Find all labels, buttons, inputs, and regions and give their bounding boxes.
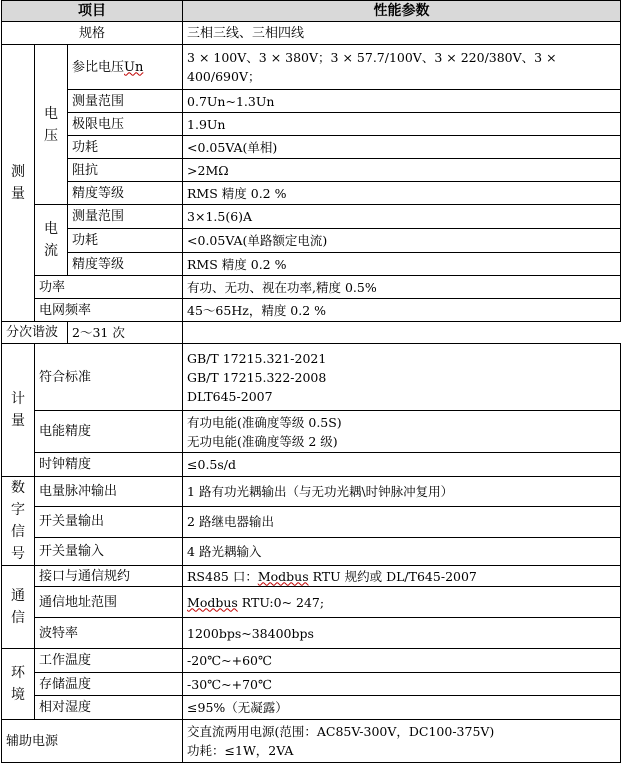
aux-power-label: 辅助电源 — [2, 720, 183, 763]
table-row — [2, 299, 621, 322]
impedance-value: >2MΩ — [183, 159, 621, 182]
header-item: 项目 — [2, 1, 183, 22]
pulse-output-label: 电量脉冲输出 — [35, 477, 183, 507]
table-row — [2, 696, 621, 720]
harmonic-value: 2～31 次 — [68, 322, 183, 344]
voltage-accuracy-value: RMS 精度 0.2 % — [183, 182, 621, 205]
spec-value: 三相三线、三相四线 — [183, 22, 621, 45]
store-temp-value: -30℃~+70℃ — [183, 673, 621, 696]
table-row — [2, 649, 621, 673]
clock-accuracy-label: 时钟精度 — [35, 453, 183, 477]
spec-table — [1, 0, 621, 763]
humidity-value: ≤95%（无凝露） — [183, 696, 621, 720]
table-row — [2, 507, 621, 537]
interface-value: RS485 口：Modbus RTU 规约或 DL/T645-2007 — [183, 566, 621, 587]
table-row — [2, 587, 621, 618]
aux-line-1: 交直流两用电源(范围：AC85V-300V，DC100-375V) — [187, 724, 495, 739]
switch-input-label: 开关量输入 — [35, 537, 183, 565]
measurement-category: 测量 — [2, 45, 35, 322]
env-category: 环境 — [2, 649, 35, 720]
clock-accuracy-value: ≤0.5s/d — [183, 453, 621, 477]
current-accuracy-label: 精度等级 — [68, 253, 183, 276]
current-range-value: 3×1.5(6)A — [183, 205, 621, 229]
table-row — [2, 673, 621, 696]
rated-voltage-label: 参比电压Un — [68, 45, 183, 90]
table-row — [2, 537, 621, 565]
header-row — [2, 1, 621, 22]
table-row — [2, 136, 621, 159]
table-row — [2, 45, 621, 90]
digital-category: 数字信号 — [2, 477, 35, 566]
standard-line-3: DLT645-2007 — [187, 388, 273, 404]
table-row — [2, 159, 621, 182]
work-temp-label: 工作温度 — [35, 649, 183, 673]
energy-accuracy-label: 电能精度 — [35, 411, 183, 453]
store-temp-label: 存储温度 — [35, 673, 183, 696]
frequency-value: 45～65Hz，精度 0.2 % — [183, 299, 621, 322]
aux-line-2: 功耗：≤1W，2VA — [187, 743, 294, 758]
voltage-power-value: <0.05VA(单相) — [183, 136, 621, 159]
table-row — [2, 90, 621, 113]
comm-category: 通信 — [2, 566, 35, 649]
table-row — [2, 566, 621, 587]
table-row — [2, 205, 621, 229]
baud-rate-value: 1200bps~38400bps — [183, 618, 621, 649]
table-row — [2, 113, 621, 136]
aux-power-value — [183, 720, 621, 763]
voltage-range-label: 测量范围 — [68, 90, 183, 113]
switch-output-value: 2 路继电器输出 — [183, 507, 621, 537]
standard-line-2: GB/T 17215.322-2008 — [187, 369, 327, 385]
energy-line-2: 无功电能(准确度等级 2 级) — [187, 433, 338, 449]
table-row — [2, 618, 621, 649]
energy-line-1: 有功电能(准确度等级 0.5S) — [187, 414, 342, 430]
table-row — [2, 720, 621, 763]
table-row — [2, 344, 621, 411]
baud-rate-label: 波特率 — [35, 618, 183, 649]
table-row — [2, 229, 621, 253]
limit-voltage-label: 极限电压 — [68, 113, 183, 136]
frequency-label: 电网频率 — [35, 299, 183, 322]
voltage-accuracy-label: 精度等级 — [68, 182, 183, 205]
standard-label: 符合标准 — [35, 344, 183, 411]
table-row — [2, 322, 621, 344]
spec-label: 规格 — [2, 22, 183, 45]
current-subcategory: 电流 — [35, 205, 68, 276]
header-performance: 性能参数 — [183, 1, 621, 22]
power-value: 有功、无功、视在功率,精度 0.5% — [183, 276, 621, 299]
work-temp-value: -20℃~+60℃ — [183, 649, 621, 673]
pulse-output-value: 1 路有功光耦输出（与无功光耦\时钟脉冲复用） — [183, 477, 621, 507]
standard-value — [183, 344, 621, 411]
table-row — [2, 453, 621, 477]
impedance-label: 阻抗 — [68, 159, 183, 182]
power-label: 功率 — [35, 276, 183, 299]
rated-voltage-value: 3 × 100V、3 × 380V；3 × 57.7/100V、3 × 220/380V、3 × 400/690V； — [183, 45, 621, 90]
interface-label: 接口与通信规约 — [35, 566, 183, 587]
table-row — [2, 253, 621, 276]
table-row — [2, 22, 621, 45]
standard-line-1: GB/T 17215.321-2021 — [187, 350, 327, 366]
current-power-value: <0.05VA(单路额定电流) — [183, 229, 621, 253]
table-row — [2, 182, 621, 205]
voltage-subcategory: 电压 — [35, 45, 68, 205]
harmonic-label: 分次谐波 — [2, 322, 68, 344]
current-power-label: 功耗 — [68, 229, 183, 253]
voltage-range-value: 0.7Un~1.3Un — [183, 90, 621, 113]
switch-output-label: 开关量输出 — [35, 507, 183, 537]
table-row — [2, 276, 621, 299]
table-row — [2, 411, 621, 453]
limit-voltage-value: 1.9Un — [183, 113, 621, 136]
address-range-value: Modbus RTU:0~ 247; — [183, 587, 621, 618]
address-range-label: 通信地址范围 — [35, 587, 183, 618]
current-accuracy-value: RMS 精度 0.2 % — [183, 253, 621, 276]
energy-accuracy-value — [183, 411, 621, 453]
voltage-power-label: 功耗 — [68, 136, 183, 159]
current-range-label: 测量范围 — [68, 205, 183, 229]
switch-input-value: 4 路光耦输入 — [183, 537, 621, 565]
humidity-label: 相对湿度 — [35, 696, 183, 720]
metering-category: 计量 — [2, 344, 35, 477]
table-row — [2, 477, 621, 507]
